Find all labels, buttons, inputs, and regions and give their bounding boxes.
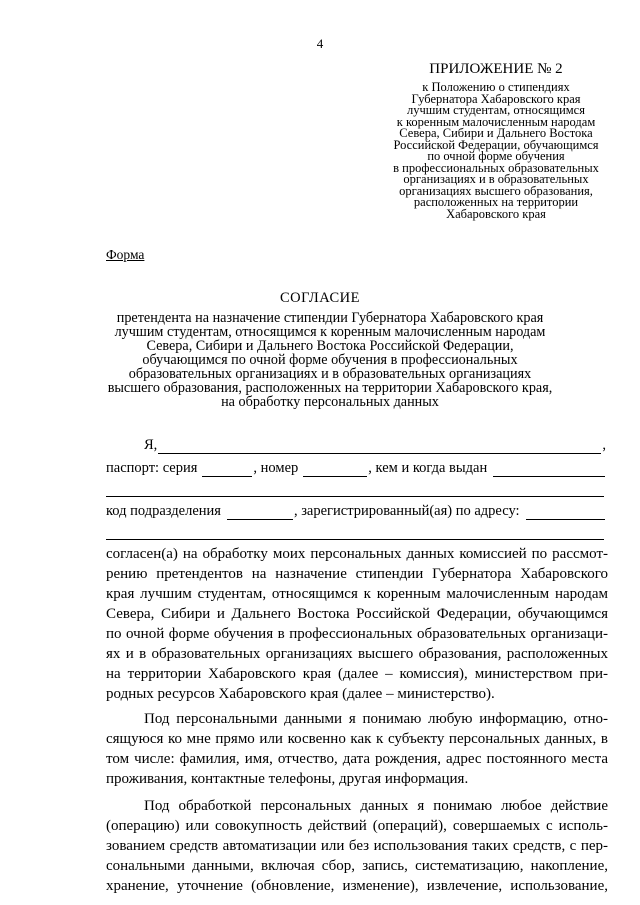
consent-body bbox=[106, 544, 608, 896]
body-line: края лучшим студентам, относящимся к коренным малочисленным народам bbox=[106, 586, 608, 602]
registered-address-field[interactable] bbox=[526, 504, 605, 520]
appendix-line: к коренным малочисленным народам bbox=[396, 114, 596, 129]
passport-row bbox=[106, 460, 606, 477]
body-line: по очной форме обучения в профессиональных образовательных организаци- bbox=[106, 626, 608, 642]
body-line: Под персональными данными я понимаю любую информацию, отно- bbox=[144, 711, 608, 727]
consent-subtitle-line: претендента на назначение стипендии Губернатора Хабаровского края bbox=[116, 310, 544, 326]
name-row bbox=[106, 437, 606, 454]
paragraph-consent bbox=[106, 544, 608, 704]
subdivision-code-label: код подразделения bbox=[106, 503, 221, 519]
appendix-line: по очной форме обучения bbox=[427, 149, 565, 163]
body-line: на территории Хабаровского края (далее – комиссия), министерством при- bbox=[106, 666, 608, 682]
name-end: , bbox=[602, 437, 606, 453]
issued-by-continuation-field[interactable] bbox=[106, 496, 604, 497]
body-line: том числе: фамилия, имя, отчество, дата рождения, адрес постоянного места bbox=[106, 751, 608, 767]
appendix-line: расположенных на территории bbox=[413, 195, 579, 209]
paragraph-processing bbox=[106, 796, 608, 896]
form-label: Форма bbox=[106, 247, 145, 262]
subdivision-code-field[interactable] bbox=[227, 504, 293, 520]
issued-by-field[interactable] bbox=[493, 461, 605, 477]
page-number: 4 bbox=[316, 36, 324, 51]
consent-subtitle-line: лучшим студентам, относящимся к коренным малочисленным народам bbox=[114, 324, 546, 340]
body-line: хранение, уточнение (обновление, изменение), извлечение, использование, bbox=[106, 878, 608, 894]
appendix-line: к Положению о стипендиях bbox=[422, 80, 570, 94]
body-line: сящуюся ко мне прямо или косвенно как к субъекту персональных данных, в bbox=[106, 731, 608, 747]
body-line: сональными данными, включая сбор, запись, систематизацию, накопление, bbox=[106, 858, 608, 874]
body-line: рению претендентов на назначение стипендии Губернатора Хабаровского bbox=[106, 566, 608, 582]
passport-series-field[interactable] bbox=[202, 461, 252, 477]
body-line: ях и в образовательных организациях высшего образования, расположенных bbox=[106, 646, 608, 662]
name-label: Я, bbox=[144, 437, 158, 453]
passport-series-label: паспорт: серия bbox=[106, 460, 198, 476]
appendix-line: организациях высшего образования, bbox=[399, 183, 593, 198]
registered-address-label: , зарегистрированный(ая) по адресу: bbox=[293, 503, 520, 519]
consent-subtitle-line: обучающимся по очной форме обучения в профессиональных bbox=[142, 352, 518, 368]
appendix-title: ПРИЛОЖЕНИЕ № 2 bbox=[429, 61, 563, 77]
body-line: проживания, контактные телефоны, другая информация. bbox=[106, 771, 469, 787]
body-line: (операцию) или совокупность действий (операций), совершаемых с исполь- bbox=[106, 818, 608, 834]
consent-subtitle-line: на обработку персональных данных bbox=[221, 394, 439, 410]
issued-by-label: , кем и когда выдан bbox=[368, 460, 488, 476]
appendix-lines bbox=[378, 82, 614, 220]
consent-subtitle-line: образовательных организациях и в образовательных организациях bbox=[128, 366, 532, 382]
appendix-block bbox=[378, 60, 614, 220]
appendix-line: Российской Федерации, обучающимся bbox=[393, 137, 599, 152]
full-name-field[interactable] bbox=[158, 438, 601, 454]
appendix-line: организациях и в образовательных bbox=[403, 172, 589, 186]
appendix-line: Хабаровского края bbox=[446, 206, 546, 221]
address-continuation-field[interactable] bbox=[106, 539, 604, 540]
appendix-line: лучшим студентам, относящимся bbox=[407, 103, 585, 117]
passport-number-label: , номер bbox=[253, 460, 299, 476]
appendix-line: Севера, Сибири и Дальнего Востока bbox=[399, 126, 593, 140]
consent-subtitle-line: высшего образования, расположенных на территории Хабаровского края, bbox=[107, 380, 553, 396]
appendix-line: в профессиональных образовательных bbox=[393, 160, 599, 175]
body-line: зованием средств автоматизации или без использования таких средств, с пер- bbox=[106, 838, 608, 854]
body-line: согласен(а) на обработку моих персональных данных комиссией по рассмот- bbox=[106, 546, 608, 562]
subdivision-row bbox=[106, 503, 606, 520]
paragraph-personal-data bbox=[106, 709, 608, 789]
consent-subtitle bbox=[100, 311, 560, 409]
body-line: Под обработкой персональных данных я понимаю любое действие bbox=[144, 798, 608, 814]
body-line: родных ресурсов Хабаровского края (далее – министерство). bbox=[106, 686, 495, 702]
appendix-line: Губернатора Хабаровского края bbox=[411, 91, 581, 106]
consent-subtitle-line: Севера, Сибири и Дальнего Востока Российской Федерации, bbox=[146, 338, 514, 354]
consent-title: СОГЛАСИЕ bbox=[279, 290, 361, 306]
body-line: Севера, Сибири и Дальнего Востока Российской Федерации, обучающимся bbox=[106, 606, 608, 622]
passport-number-field[interactable] bbox=[303, 461, 367, 477]
